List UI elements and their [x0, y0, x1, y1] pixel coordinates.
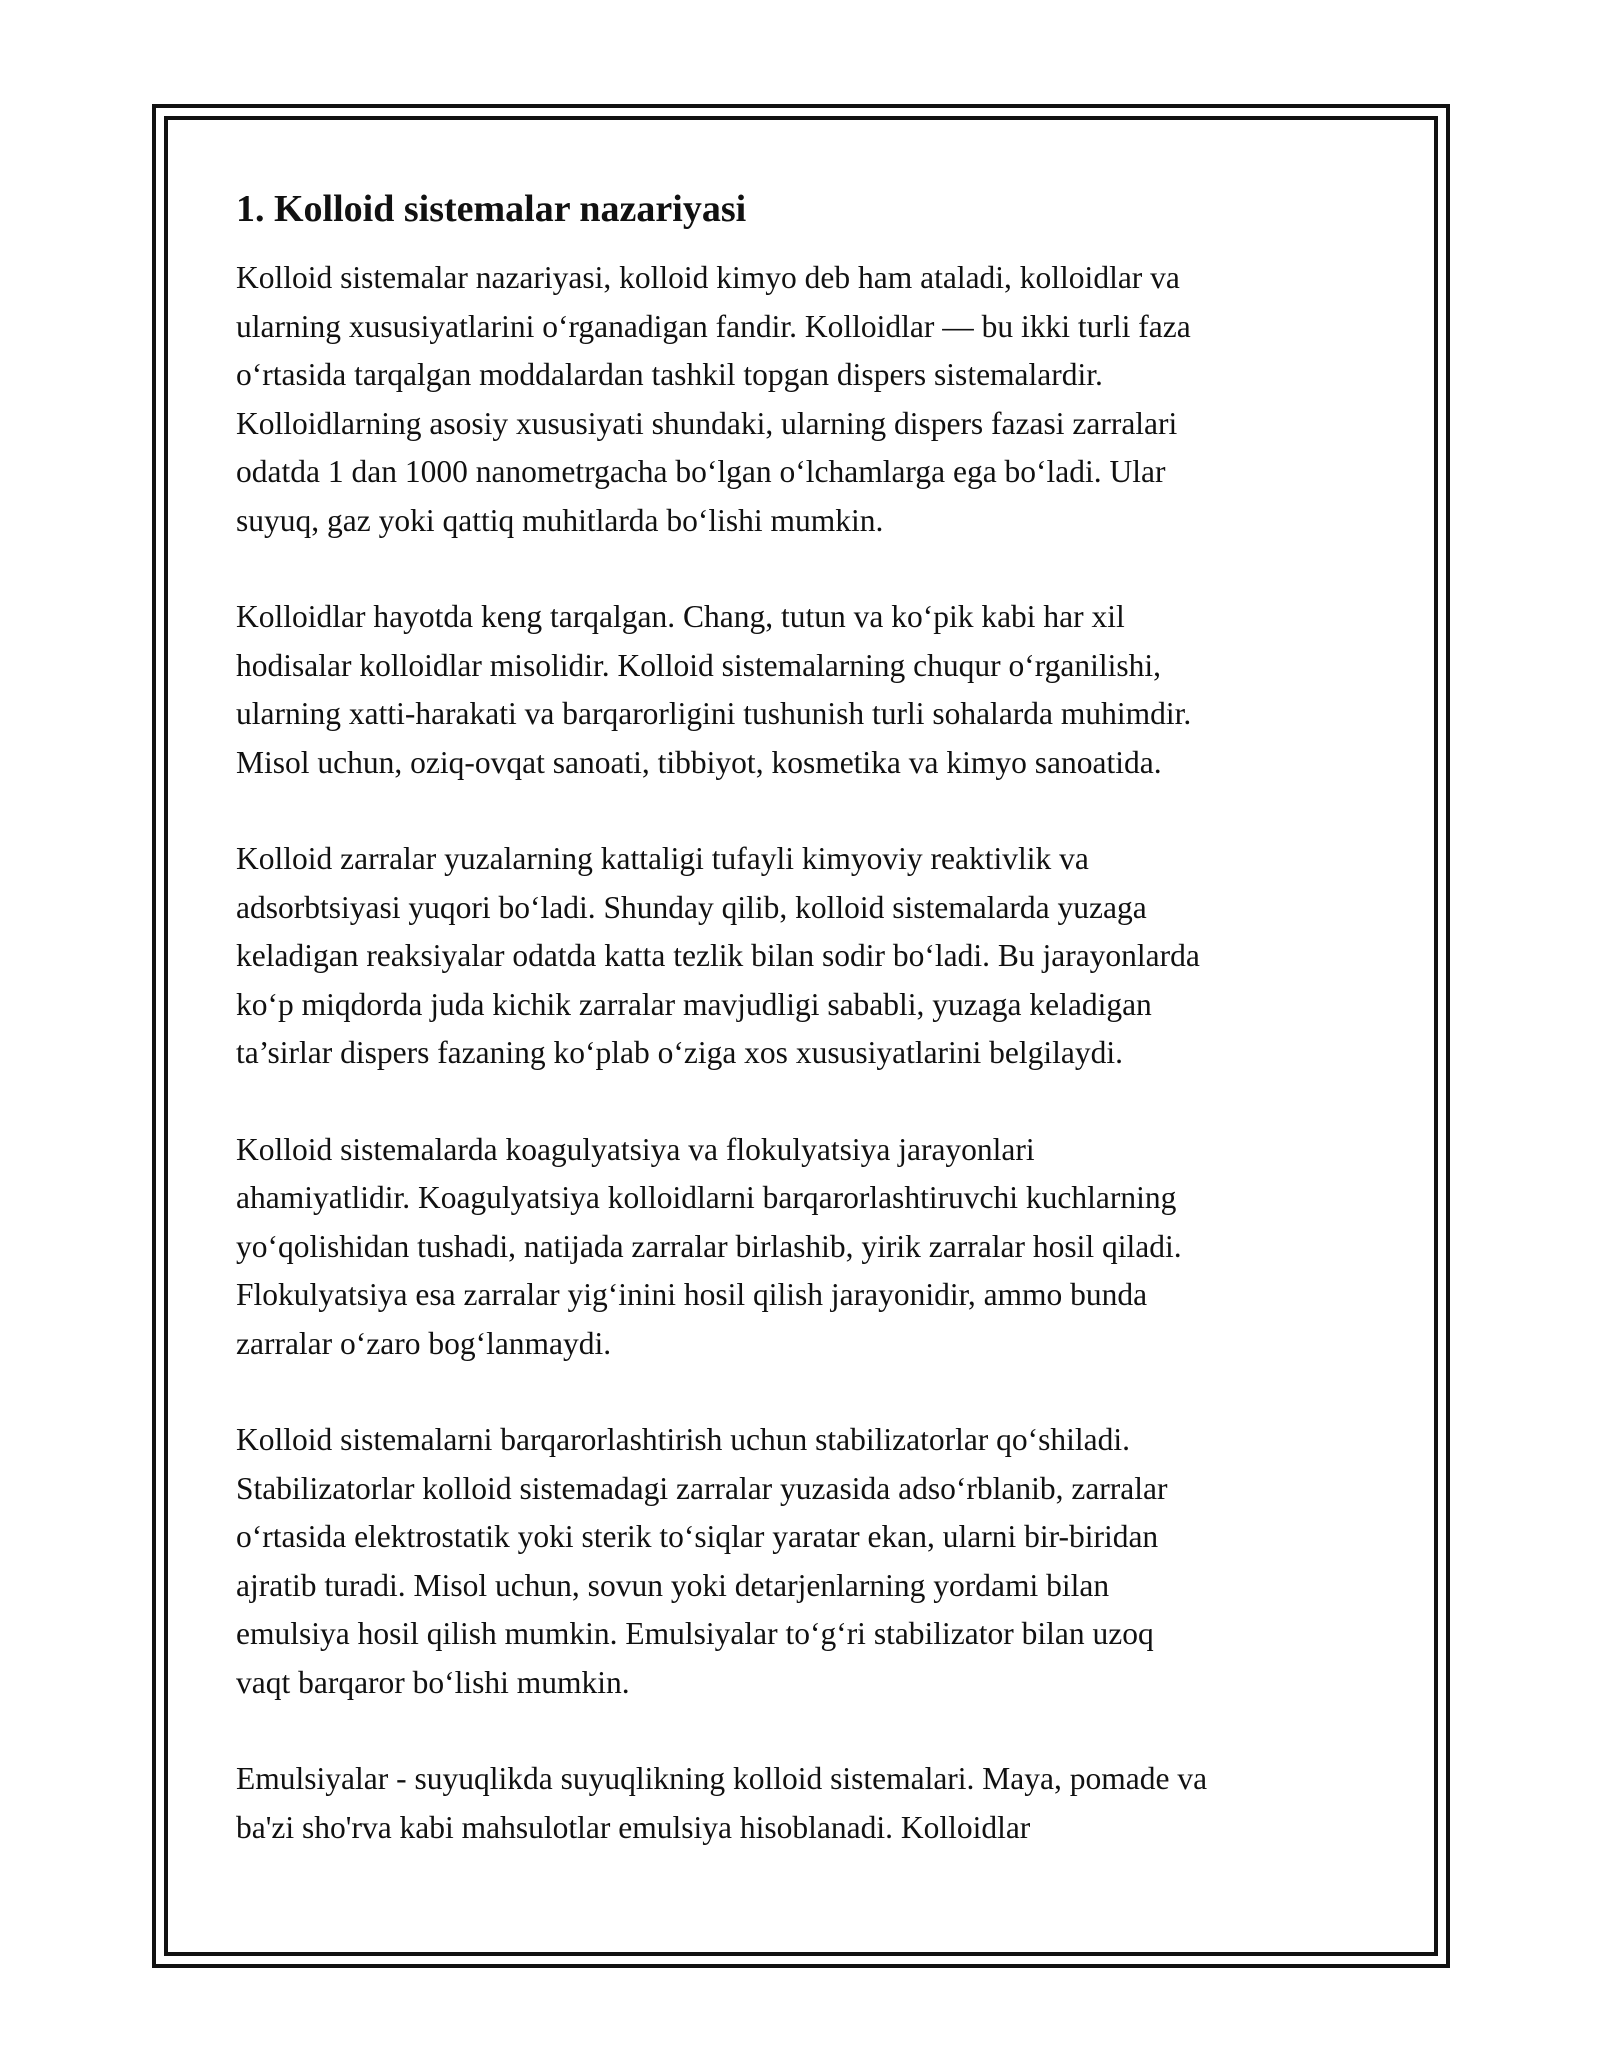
document-body	[236, 186, 1376, 1900]
paragraph-6: Emulsiyalar - suyuqlikda suyuqlikning kolloid sistemalari. Maya, pomade va ba'zi sho'rva kabi mahsulotlar emulsiya hisoblanadi. Kolloidlar	[236, 1761, 1208, 1845]
paragraph-5: Kolloid sistemalarni barqarorlashtirish uchun stabilizatorlar qo‘shiladi. Stabilizatorlar kolloid sistemadagi zarralar yuzasida adso‘rblanib, zarralar o‘rtasida elektrostatik yoki sterik to‘siqlar yaratar ekan, ularni bir-biridan ajratib turadi. Misol uchun, sovun yoki detarjenlarning yordami bilan emulsiya hosil qilish mumkin. Emulsiyalar to‘g‘ri stabilizator bilan uzoq vaqt barqaror bo‘lishi mumkin.	[236, 1422, 1168, 1700]
paragraph-4: Kolloid sistemalarda koagulyatsiya va flokulyatsiya jarayonlari ahamiyatlidir. Koagulyatsiya kolloidlarni barqarorlashtiruvchi kuchlarning yo‘qolishidan tushadi, natijada zarralar birlashib, yirik zarralar hosil qiladi. Flokulyatsiya esa zarralar yig‘inini hosil qilish jarayonidir, ammo bunda zarralar o‘zaro bog‘lanmaydi.	[236, 1131, 1182, 1361]
paragraph-1: Kolloid sistemalar nazariyasi, kolloid kimyo deb ham ataladi, kolloidlar va ularning xususiyatlarini o‘rganadigan fandir. Kolloidlar — bu ikki turli faza o‘rtasida tarqalgan moddalardan tashkil topgan dispers sistemalardir. Kolloidlarning asosiy xususiyati shundaki, ularning dispers fazasi zarralari odatda 1 dan 1000 nanometrgacha bo‘lgan o‘lchamlarga ega bo‘ladi. Ular suyuq, gaz yoki qattiq muhitlarda bo‘lishi mumkin.	[236, 260, 1191, 538]
paragraph-2: Kolloidlar hayotda keng tarqalgan. Chang, tutun va ko‘pik kabi har xil hodisalar kolloidlar misolidir. Kolloid sistemalarning chuqur o‘rganilishi, ularning xatti-harakati va barqarorligini tushunish turli sohalarda muhimdir. Misol uchun, oziq-ovqat sanoati, tibbiyot, kosmetika va kimyo sanoatida.	[236, 599, 1192, 780]
section-heading: 1. Kolloid sistemalar nazariyasi	[236, 188, 747, 230]
paragraph-3: Kolloid zarralar yuzalarning kattaligi tufayli kimyoviy reaktivlik va adsorbtsiyasi yuqori bo‘ladi. Shunday qilib, kolloid sistemalarda yuzaga keladigan reaksiyalar odatda katta tezlik bilan sodir bo‘ladi. Bu jarayonlarda ko‘p miqdorda juda kichik zarralar mavjudligi sababli, yuzaga keladigan ta’sirlar dispers fazaning ko‘plab o‘ziga xos xususiyatlarini belgilaydi.	[236, 841, 1200, 1070]
